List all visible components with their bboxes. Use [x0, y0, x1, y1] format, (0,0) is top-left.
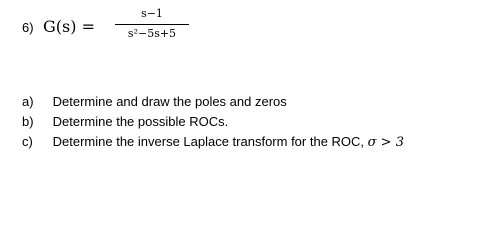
- problem-number: 6): [22, 20, 34, 35]
- fraction-bar: [115, 24, 189, 25]
- question-text: Determine the inverse Laplace transform for the ROC,: [52, 134, 365, 149]
- question-text: Determine and draw the poles and zeros: [52, 94, 287, 109]
- question-b: [22, 112, 404, 132]
- fraction-denominator: s²−5s+5: [127, 27, 177, 40]
- question-label: b): [22, 114, 34, 129]
- question-a: [22, 92, 404, 112]
- equation-lhs: G(s) =: [43, 17, 95, 36]
- fraction: [115, 7, 189, 41]
- roc-condition: σ > 3: [367, 135, 404, 150]
- question-c: [22, 132, 404, 152]
- fraction-numerator: s−1: [141, 7, 163, 20]
- question-label: a): [22, 94, 34, 109]
- question-text: Determine the possible ROCs.: [52, 114, 229, 129]
- question-list: [22, 92, 404, 152]
- question-label: c): [22, 134, 33, 149]
